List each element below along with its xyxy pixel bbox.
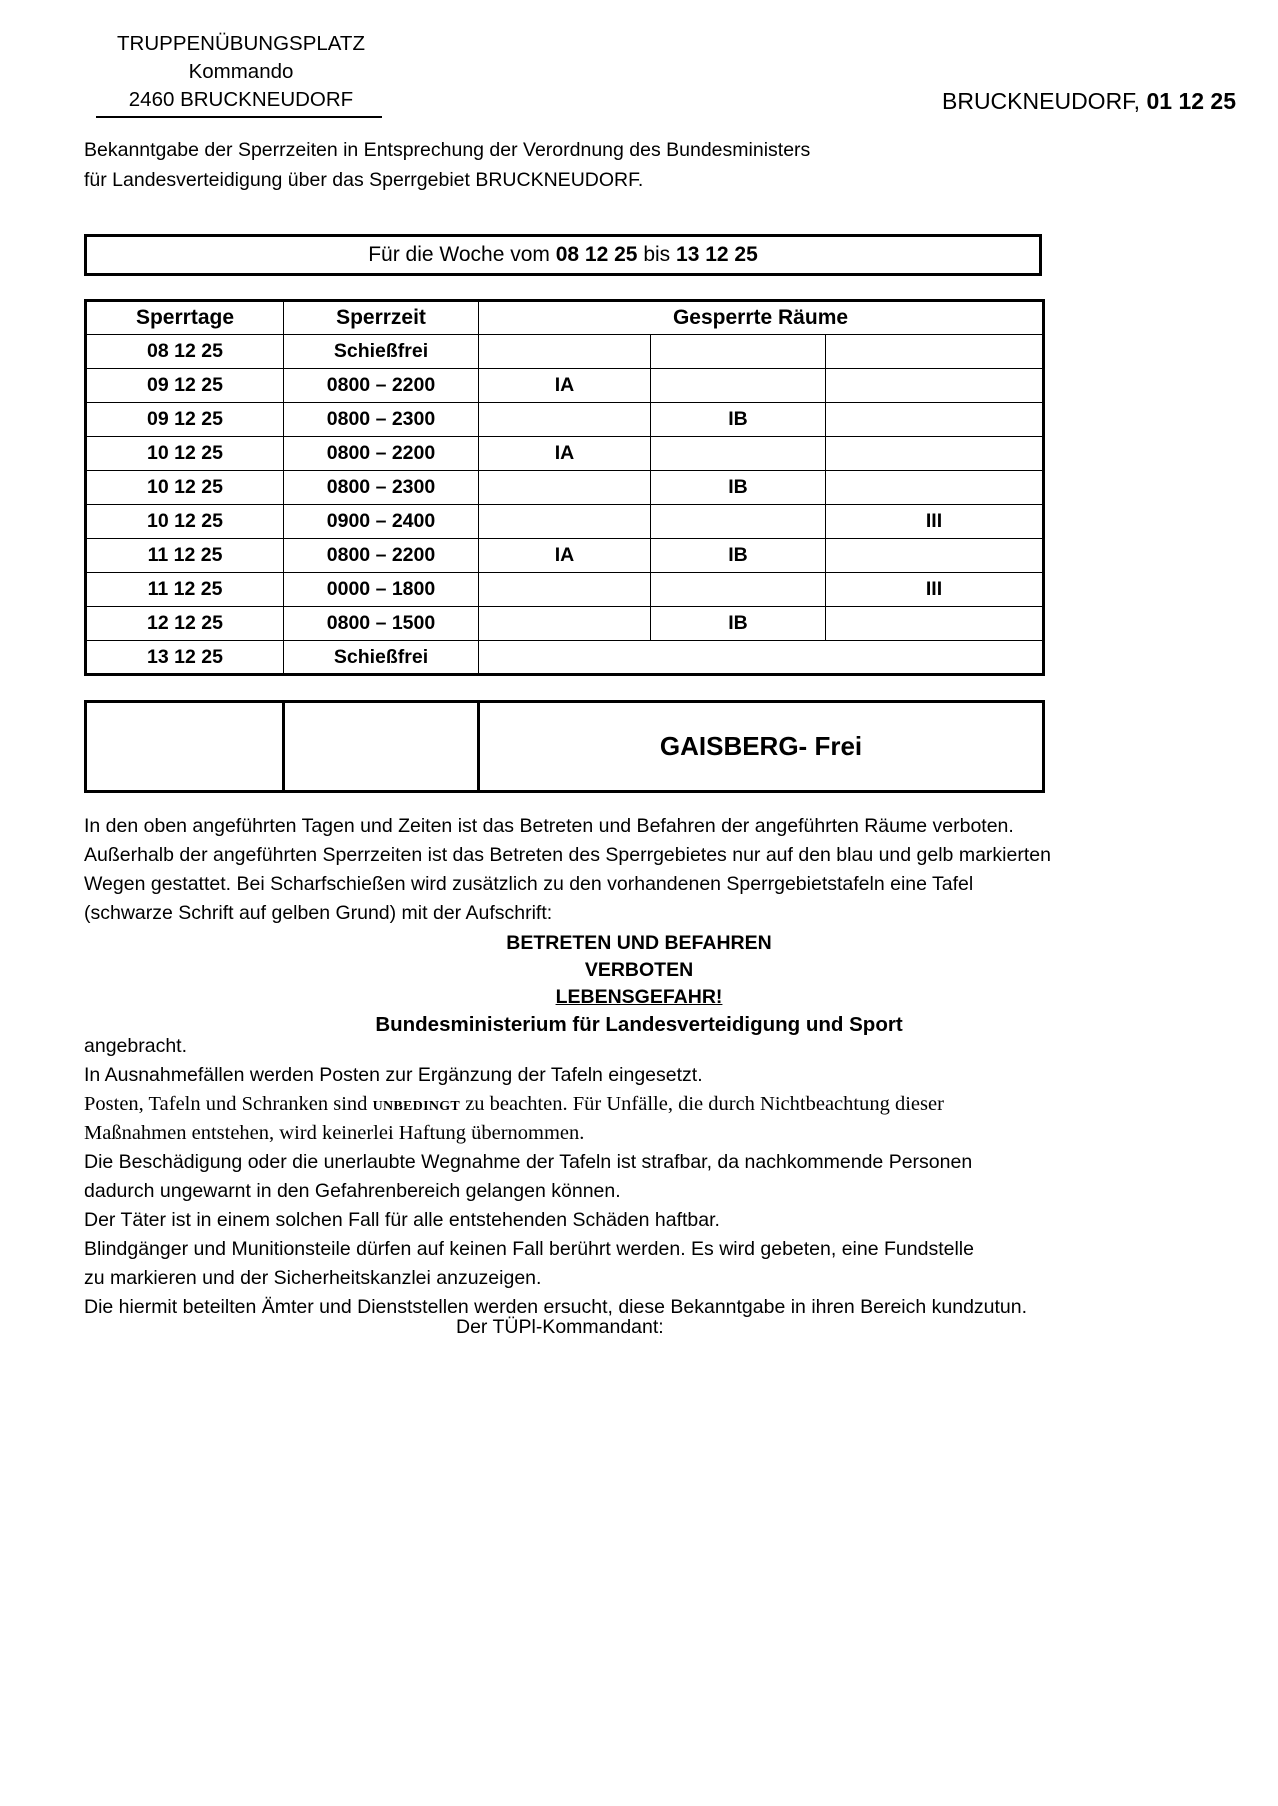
cell-time: Schießfrei (284, 641, 479, 675)
tail-paragraph (84, 1032, 1074, 1322)
body-line-3: Wegen gestattet. Bei Scharfschießen wird zusätzlich zu den vorhandenen Sperrgebietstafeln eine Tafel (84, 873, 974, 895)
cell-room-1 (479, 471, 651, 505)
tail-line-1: angebracht. (84, 1035, 187, 1057)
issuing-authority-block (96, 30, 386, 118)
week-from-date: 08 12 25 (555, 243, 638, 266)
warning-line-2: VERBOTEN (584, 959, 694, 981)
cell-day: 11 12 25 (86, 539, 284, 573)
cell-room-2 (651, 369, 826, 403)
tail-line-9: zu markieren und der Sicherheitskanzlei anzuzeigen. (84, 1267, 542, 1289)
cell-time: 0800 – 1500 (284, 607, 479, 641)
authority-line-1: TRUPPENÜBUNGSPLATZ (117, 32, 365, 55)
cell-room-3 (826, 539, 1044, 573)
body-line-2: Außerhalb der angeführten Sperrzeiten ist das Betreten des Sperrgebietes nur auf den blau und gelb markierten (84, 844, 1051, 866)
cell-room-3 (826, 335, 1044, 369)
cell-room-3: III (826, 573, 1044, 607)
column-header-rooms: Gesperrte Räume (479, 301, 1044, 335)
authority-line-3: 2460 BRUCKNEUDORF (128, 88, 354, 111)
tail-line-7: Der Täter ist in einem solchen Fall für alle entstehenden Schäden haftbar. (84, 1209, 720, 1231)
signature-line: Der TÜPl-Kommandant: (456, 1316, 664, 1338)
tail-line-3 (84, 1090, 1074, 1119)
gaisberg-box (84, 700, 1045, 793)
cell-room-2 (651, 573, 826, 607)
tail-line-6: dadurch ungewarnt in den Gefahrenbereich gelangen können. (84, 1180, 621, 1202)
table-header-row (86, 301, 1044, 335)
intro-paragraph (84, 135, 1044, 195)
cell-room-2 (651, 505, 826, 539)
cell-room-3 (826, 471, 1044, 505)
tail-line-4: Maßnahmen entstehen, wird keinerlei Haftung übernommen. (84, 1122, 585, 1144)
intro-line-2: für Landesverteidigung über das Sperrgebiet BRUCKNEUDORF. (84, 169, 644, 191)
cell-room-1 (479, 403, 651, 437)
issue-date: 01 12 25 (1146, 88, 1236, 114)
cell-room-1 (479, 573, 651, 607)
cell-room-2: IB (651, 539, 826, 573)
warning-line-4: Bundesministerium für Landesverteidigung und Sport (375, 1013, 903, 1036)
cell-time: Schießfrei (284, 335, 479, 369)
gaisberg-row (86, 702, 1044, 792)
warning-sign-text (0, 930, 1278, 1038)
cell-room-1: IA (479, 437, 651, 471)
cell-room-3 (826, 369, 1044, 403)
table-row (86, 335, 1044, 369)
cell-room-1 (479, 607, 651, 641)
cell-time: 0800 – 2300 (284, 403, 479, 437)
cell-room-2 (651, 335, 826, 369)
tail-line-2: In Ausnahmefällen werden Posten zur Ergänzung der Tafeln eingesetzt. (84, 1064, 703, 1086)
gaisberg-empty-cell-2 (284, 702, 479, 792)
cell-room-1 (479, 335, 651, 369)
table-row (86, 403, 1044, 437)
body-line-4: (schwarze Schrift auf gelben Grund) mit der Aufschrift: (84, 902, 553, 924)
table-row (86, 505, 1044, 539)
place-date-line (942, 88, 1236, 115)
schedule-body (86, 335, 1044, 675)
table-row (86, 539, 1044, 573)
cell-day: 12 12 25 (86, 607, 284, 641)
cell-time: 0800 – 2200 (284, 437, 479, 471)
table-row (86, 437, 1044, 471)
cell-day: 10 12 25 (86, 471, 284, 505)
cell-room-1: IA (479, 539, 651, 573)
cell-rooms-merged (479, 641, 1044, 675)
cell-day: 09 12 25 (86, 403, 284, 437)
cell-room-1 (479, 505, 651, 539)
gaisberg-status-label: GAISBERG- Frei (479, 702, 1044, 792)
cell-day: 10 12 25 (86, 505, 284, 539)
cell-room-3 (826, 403, 1044, 437)
closure-schedule-table (84, 299, 1045, 676)
table-row (86, 607, 1044, 641)
body-line-1: In den oben angeführten Tagen und Zeiten ist das Betreten und Befahren der angeführten Räume verboten. (84, 815, 1014, 837)
week-prefix: Für die Woche vom (368, 243, 550, 266)
table-row (86, 641, 1044, 675)
cell-time: 0800 – 2200 (284, 539, 479, 573)
cell-time: 0900 – 2400 (284, 505, 479, 539)
table-row (86, 369, 1044, 403)
authority-line-2: Kommando (188, 60, 294, 83)
cell-room-2 (651, 437, 826, 471)
place-label: BRUCKNEUDORF, (942, 88, 1141, 114)
table-row (86, 471, 1044, 505)
document-header (0, 30, 1278, 120)
cell-room-1: IA (479, 369, 651, 403)
header-divider (96, 116, 382, 118)
tail-line-3-part-a: Posten, Tafeln und Schranken sind (84, 1093, 368, 1115)
body-paragraph (84, 812, 1054, 928)
tail-line-8: Blindgänger und Munitionsteile dürfen auf keinen Fall berührt werden. Es wird gebeten, eine Fundstelle (84, 1238, 974, 1260)
cell-day: 09 12 25 (86, 369, 284, 403)
warning-line-3: LEBENSGEFAHR! (555, 986, 723, 1008)
cell-room-2: IB (651, 607, 826, 641)
cell-time: 0800 – 2300 (284, 471, 479, 505)
tail-line-10: Die hiermit beteilten Ämter und Dienststellen werden ersucht, diese Bekanntgabe in ihren Bereich kundzutun. (84, 1296, 1028, 1318)
cell-day: 13 12 25 (86, 641, 284, 675)
tail-line-3-part-b: zu beachten. Für Unfälle, die durch Nichtbeachtung dieser (465, 1093, 944, 1115)
column-header-days: Sperrtage (86, 301, 284, 335)
cell-day: 08 12 25 (86, 335, 284, 369)
cell-room-2: IB (651, 403, 826, 437)
cell-time: 0800 – 2200 (284, 369, 479, 403)
warning-line-1: BETRETEN UND BEFAHREN (506, 932, 772, 954)
intro-line-1: Bekanntgabe der Sperrzeiten in Entsprechung der Verordnung des Bundesministers (84, 139, 811, 161)
cell-day: 10 12 25 (86, 437, 284, 471)
table-row (86, 573, 1044, 607)
week-range-box (84, 234, 1042, 276)
tail-emphasis-unbedingt: unbedingt (372, 1093, 461, 1115)
cell-day: 11 12 25 (86, 573, 284, 607)
cell-room-2: IB (651, 471, 826, 505)
cell-time: 0000 – 1800 (284, 573, 479, 607)
week-to-date: 13 12 25 (676, 243, 758, 266)
cell-room-3 (826, 437, 1044, 471)
column-header-time: Sperrzeit (284, 301, 479, 335)
tail-line-5: Die Beschädigung oder die unerlaubte Wegnahme der Tafeln ist strafbar, da nachkommende Personen (84, 1151, 973, 1173)
week-middle: bis (643, 243, 671, 266)
gaisberg-empty-cell-1 (86, 702, 284, 792)
cell-room-3 (826, 607, 1044, 641)
cell-room-3: III (826, 505, 1044, 539)
